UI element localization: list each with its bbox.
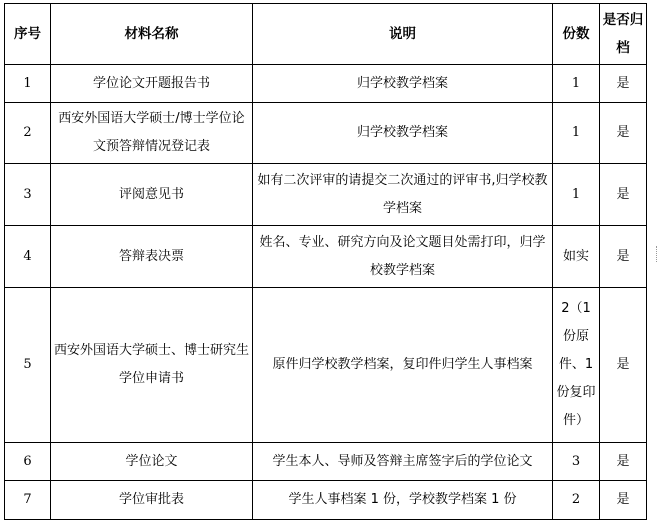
row-archive: 是	[600, 164, 647, 226]
row-archive: 是	[600, 103, 647, 164]
row-no: 6	[5, 443, 51, 481]
row-name: 答辩表决票	[51, 226, 253, 288]
row-copies: 3	[553, 443, 600, 481]
row-copies: 2	[553, 481, 600, 520]
row-desc: 姓名、专业、研究方向及论文题目处需打印，归学校教学档案	[253, 226, 553, 288]
row-desc: 原件归学校教学档案，复印件归学生人事档案	[253, 288, 553, 443]
row-no: 4	[5, 226, 51, 288]
row-archive: 是	[600, 481, 647, 520]
row-desc: 归学校教学档案	[253, 103, 553, 164]
row-archive: 是	[600, 65, 647, 103]
header-name: 材料名称	[51, 4, 253, 65]
row-name: 西安外国语大学硕士/博士学位论文预答辩情况登记表	[51, 103, 253, 164]
row-copies: 1	[553, 164, 600, 226]
row-archive: 是	[600, 226, 647, 288]
row-no: 7	[5, 481, 51, 520]
row-copies: 如实	[553, 226, 600, 288]
table-row	[5, 65, 647, 103]
row-desc: 归学校教学档案	[253, 65, 553, 103]
row-name: 学位论文	[51, 443, 253, 481]
row-name: 学位审批表	[51, 481, 253, 520]
row-no: 3	[5, 164, 51, 226]
row-name: 西安外国语大学硕士、博士研究生学位申请书	[51, 288, 253, 443]
row-name: 评阅意见书	[51, 164, 253, 226]
row-name: 学位论文开题报告书	[51, 65, 253, 103]
row-no: 1	[5, 65, 51, 103]
table-row	[5, 288, 647, 443]
row-copies: 2（1份原件、1份复印件）	[553, 288, 600, 443]
header-copies: 份数	[553, 4, 600, 65]
materials-table	[4, 3, 647, 520]
row-desc: 学生人事档案 1 份，学校教学档案 1 份	[253, 481, 553, 520]
table-row	[5, 226, 647, 288]
header-desc: 说明	[253, 4, 553, 65]
row-desc: 学生本人、导师及答辩主席签字后的学位论文	[253, 443, 553, 481]
row-no: 2	[5, 103, 51, 164]
header-archive: 是否归档	[600, 4, 647, 65]
table-row	[5, 164, 647, 226]
row-no: 5	[5, 288, 51, 443]
row-archive: 是	[600, 288, 647, 443]
table-row	[5, 103, 647, 164]
header-no: 序号	[5, 4, 51, 65]
row-copies: 1	[553, 65, 600, 103]
table-row	[5, 481, 647, 520]
header-row	[5, 4, 647, 65]
row-copies: 1	[553, 103, 600, 164]
row-archive: 是	[600, 443, 647, 481]
margin-marker	[656, 246, 661, 262]
row-desc: 如有二次评审的请提交二次通过的评审书,归学校教学档案	[253, 164, 553, 226]
table-row	[5, 443, 647, 481]
